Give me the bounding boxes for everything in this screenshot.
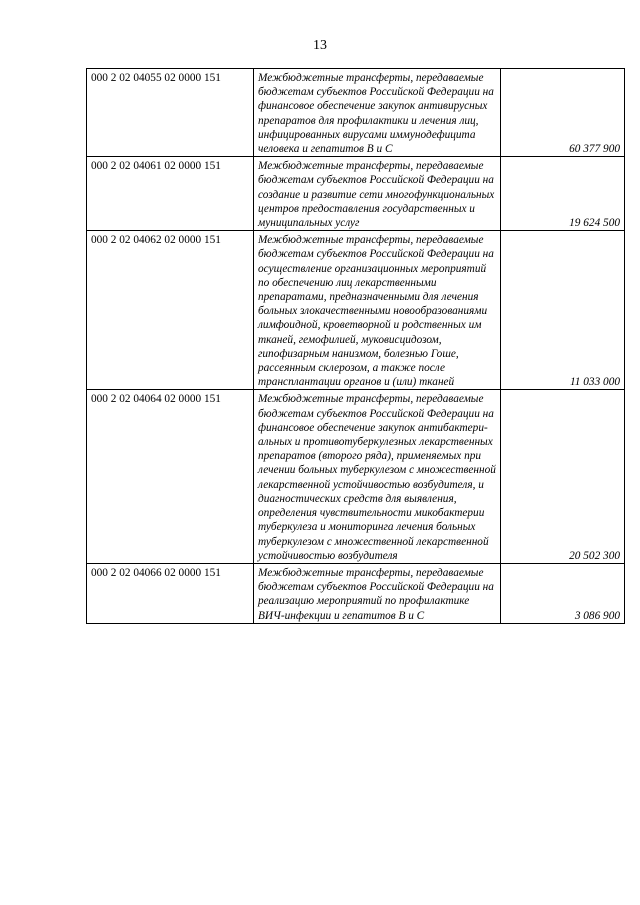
page-number: 13 xyxy=(313,38,327,53)
budget-code-cell: 000 2 02 04062 02 0000 151 xyxy=(87,231,254,390)
description-cell: Межбюджетные трансферты, передаваемые бюджетам субъектов Российской Федерации на создание и развитие сети многофункциональных центров предоставления государственных и муниципальных услуг xyxy=(254,157,501,231)
amount-cell: 60 377 900 xyxy=(501,69,625,157)
table-row xyxy=(87,157,625,231)
budget-code-cell: 000 2 02 04064 02 0000 151 xyxy=(87,390,254,563)
description-cell: Межбюджетные трансферты, передаваемые бюджетам субъектов Российской Федерации на осуществление организационных мероприятий по обеспечению лиц лекарственными препаратами, предназначенными для лечения больных злокачественными новообразованиями лимфоидной, кроветворной и родственных им тканей, гемофилией, муковисцидозом, гипофизарным нанизмом, болезнью Гоше, рассеянным склерозом, а также после трансплантации органов и (или) тканей xyxy=(254,231,501,390)
amount-cell: 11 033 000 xyxy=(501,231,625,390)
amount-cell: 20 502 300 xyxy=(501,390,625,563)
amount-cell: 3 086 900 xyxy=(501,563,625,623)
table-row xyxy=(87,231,625,390)
budget-code-cell: 000 2 02 04061 02 0000 151 xyxy=(87,157,254,231)
budget-code-cell: 000 2 02 04055 02 0000 151 xyxy=(87,69,254,157)
amount-cell: 19 624 500 xyxy=(501,157,625,231)
table-row xyxy=(87,563,625,623)
description-cell: Межбюджетные трансферты, передаваемые бюджетам субъектов Российской Федерации на реализацию мероприятий по профилактике ВИЧ-инфекции и гепатитов В и С xyxy=(254,563,501,623)
budget-transfers-table xyxy=(86,68,625,624)
table-row xyxy=(87,69,625,157)
description-cell: Межбюджетные трансферты, передаваемые бюджетам субъектов Российской Федерации на финансовое обеспечение закупок антибактери-альных и противотуберкулезных лекарственных препаратов (второго ряда), применяемых при лечении больных туберкулезом с множественной лекарственной устойчивостью возбудителя, и диагностических средств для выявления, определения чувствительности микобактерии туберкулеза и мониторинга лечения больных туберкулезом с множественной лекарственной устойчивостью возбудителя xyxy=(254,390,501,563)
budget-code-cell: 000 2 02 04066 02 0000 151 xyxy=(87,563,254,623)
table-row xyxy=(87,390,625,563)
description-cell: Межбюджетные трансферты, передаваемые бюджетам субъектов Российской Федерации на финансовое обеспечение закупок антивирусных препаратов для профилактики и лечения лиц, инфицированных вирусами иммунодефицита человека и гепатитов В и С xyxy=(254,69,501,157)
